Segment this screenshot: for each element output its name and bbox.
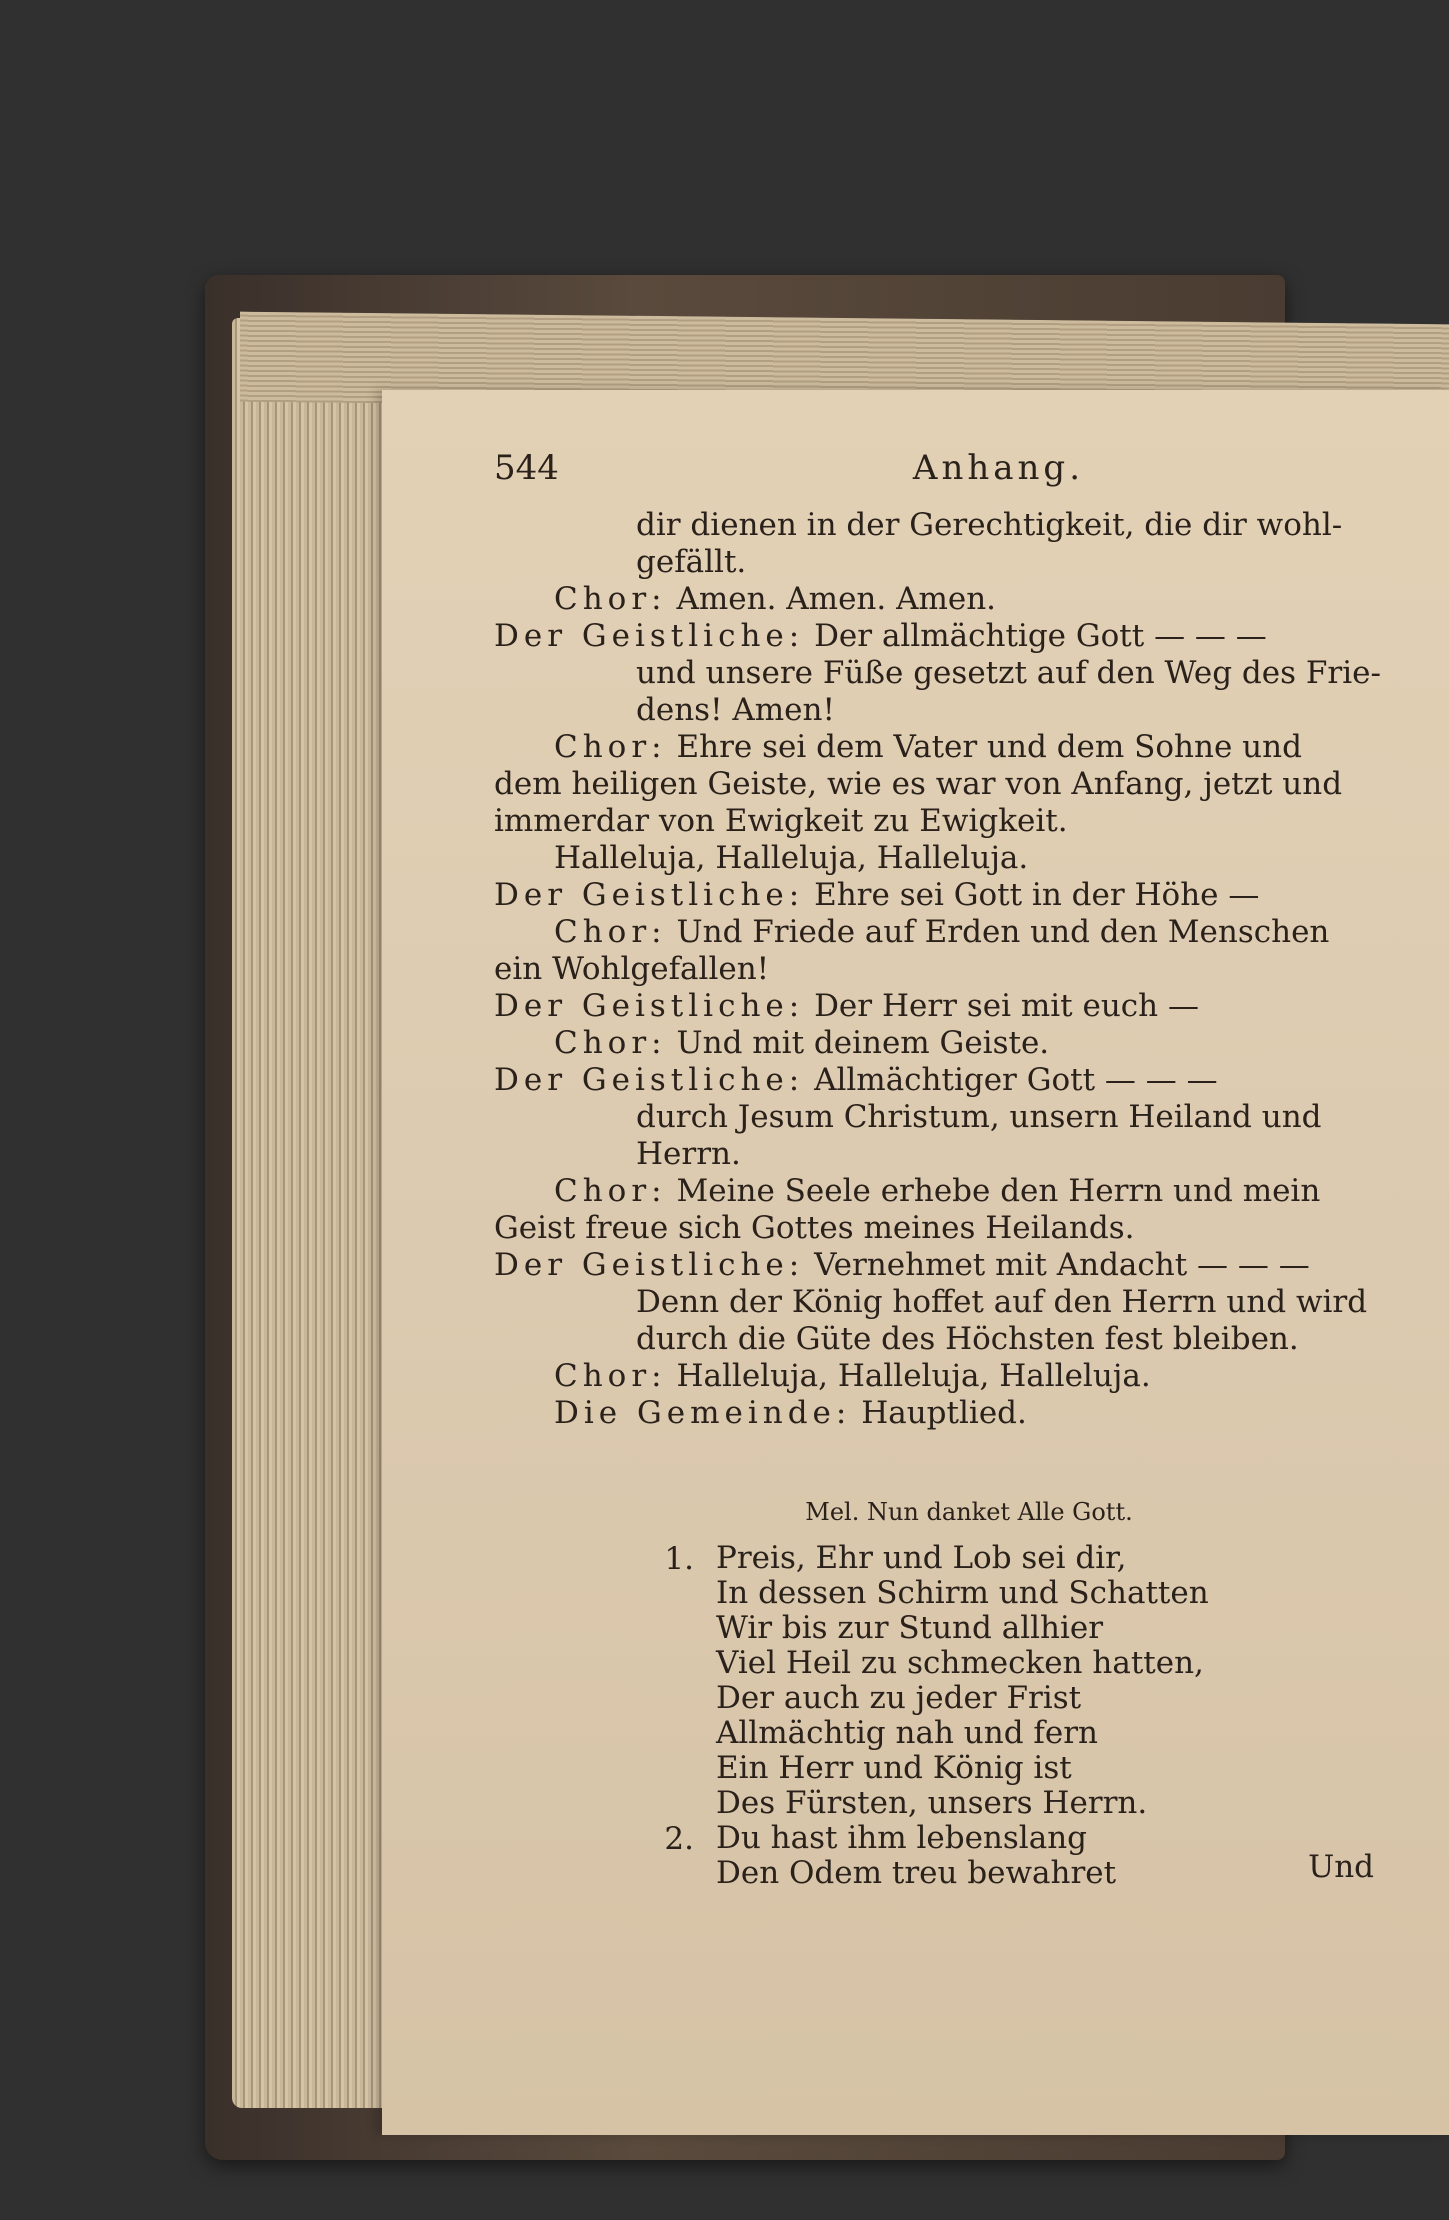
line-text: Meine Seele erhebe den Herrn und mein xyxy=(676,1173,1321,1209)
line-text: Der Herr sei mit euch — xyxy=(814,988,1199,1024)
line-text: und unsere Füße gesetzt auf den Weg des Frie- xyxy=(636,655,1381,691)
verse-line: Des Fürsten, unsers Herrn. xyxy=(716,1785,1148,1821)
line-text: Vernehmet mit Andacht — — — xyxy=(814,1247,1310,1283)
book-page xyxy=(382,390,1449,2135)
speaker-label: Chor: xyxy=(554,1025,667,1061)
line-text: gefällt. xyxy=(636,544,747,580)
text-line xyxy=(494,1173,1374,1210)
text-line xyxy=(494,1136,1374,1173)
line-text: Der allmächtige Gott — — — xyxy=(814,618,1267,654)
line-text: Hauptlied. xyxy=(861,1395,1027,1431)
line-text: Amen. Amen. Amen. xyxy=(676,581,997,617)
text-line xyxy=(494,803,1374,840)
hymn-verses xyxy=(494,1541,1374,1891)
text-line xyxy=(494,766,1374,803)
verse-text xyxy=(716,1541,1209,1821)
verse-line: Wir bis zur Stund allhier xyxy=(716,1610,1104,1646)
line-text: Ehre sei dem Vater und dem Sohne und xyxy=(676,729,1302,765)
text-line xyxy=(494,877,1374,914)
text-line xyxy=(494,1284,1374,1321)
speaker-label: Chor: xyxy=(554,581,667,617)
liturgy-text xyxy=(494,507,1381,1432)
page-content xyxy=(494,448,1381,1891)
speaker-label: Der Geistliche: xyxy=(494,988,805,1024)
line-text: durch Jesum Christum, unsern Heiland und xyxy=(636,1099,1322,1135)
line-text: Denn der König hoffet auf den Herrn und wird xyxy=(636,1284,1368,1320)
text-line xyxy=(494,1025,1374,1062)
speaker-label: Der Geistliche: xyxy=(494,1247,805,1283)
verse-line: Ein Herr und König ist xyxy=(716,1750,1072,1786)
line-text: durch die Güte des Höchsten fest bleiben. xyxy=(636,1321,1299,1357)
line-text: dem heiligen Geiste, wie es war von Anfang, jetzt und xyxy=(494,766,1343,802)
verse-number: 1. xyxy=(664,1541,694,1577)
page-number: 544 xyxy=(494,448,559,488)
hymn-verse xyxy=(494,1541,1374,1821)
speaker-label: Chor: xyxy=(554,1173,667,1209)
speaker-label: Chor: xyxy=(554,729,667,765)
speaker-label: Der Geistliche: xyxy=(494,618,805,654)
text-line xyxy=(494,914,1374,951)
verse-number: 2. xyxy=(664,1821,694,1857)
text-line xyxy=(494,1062,1374,1099)
text-line xyxy=(494,1321,1374,1358)
running-title: Anhang. xyxy=(912,448,1084,488)
text-line xyxy=(494,988,1374,1025)
line-text: dir dienen in der Gerechtigkeit, die dir wohl- xyxy=(636,507,1343,543)
verse-line: Du hast ihm lebenslang xyxy=(716,1820,1088,1856)
text-line xyxy=(494,1395,1374,1432)
text-line xyxy=(494,655,1381,692)
text-line xyxy=(494,618,1374,655)
line-text: ein Wohlgefallen! xyxy=(494,951,770,987)
line-text: Allmächtiger Gott — — — xyxy=(814,1062,1218,1098)
text-line xyxy=(494,544,1374,581)
text-line xyxy=(494,840,1374,877)
text-line xyxy=(494,1099,1374,1136)
verse-line: Preis, Ehr und Lob sei dir, xyxy=(716,1540,1127,1576)
catchword: Und xyxy=(1308,1849,1374,1885)
speaker-label: Chor: xyxy=(554,1358,667,1394)
verse-line: Den Odem treu bewahret xyxy=(716,1855,1117,1891)
text-line xyxy=(494,581,1374,618)
line-text: immerdar von Ewigkeit zu Ewigkeit. xyxy=(494,803,1068,839)
verse-line: In dessen Schirm und Schatten xyxy=(716,1575,1209,1611)
line-text: Halleluja, Halleluja, Halleluja. xyxy=(676,1358,1151,1394)
verse-line: Der auch zu jeder Frist xyxy=(716,1680,1082,1716)
line-text: Herrn. xyxy=(636,1136,741,1172)
verse-text xyxy=(716,1821,1116,1891)
text-line xyxy=(494,507,1374,544)
text-line xyxy=(494,692,1374,729)
hymn-verse xyxy=(494,1821,1374,1891)
speaker-label: Der Geistliche: xyxy=(494,877,805,913)
line-text: Und mit deinem Geiste. xyxy=(676,1025,1050,1061)
text-line xyxy=(494,951,1374,988)
line-text: Halleluja, Halleluja, Halleluja. xyxy=(554,840,1029,876)
line-text: dens! Amen! xyxy=(636,692,835,728)
text-line xyxy=(494,1247,1374,1284)
text-line xyxy=(494,729,1374,766)
text-line xyxy=(494,1358,1374,1395)
melody-note: Mel. Nun danket Alle Gott. xyxy=(805,1498,1133,1526)
speaker-label: Die Gemeinde: xyxy=(554,1395,852,1431)
line-text: Geist freue sich Gottes meines Heilands. xyxy=(494,1210,1135,1246)
speaker-label: Der Geistliche: xyxy=(494,1062,805,1098)
line-text: Ehre sei Gott in der Höhe — xyxy=(814,877,1260,913)
running-header xyxy=(494,450,1374,487)
speaker-label: Chor: xyxy=(554,914,667,950)
line-text: Und Friede auf Erden und den Menschen xyxy=(676,914,1330,950)
verse-line: Allmächtig nah und fern xyxy=(716,1715,1098,1751)
text-line xyxy=(494,1210,1374,1247)
verse-line: Viel Heil zu schmecken hatten, xyxy=(716,1645,1204,1681)
